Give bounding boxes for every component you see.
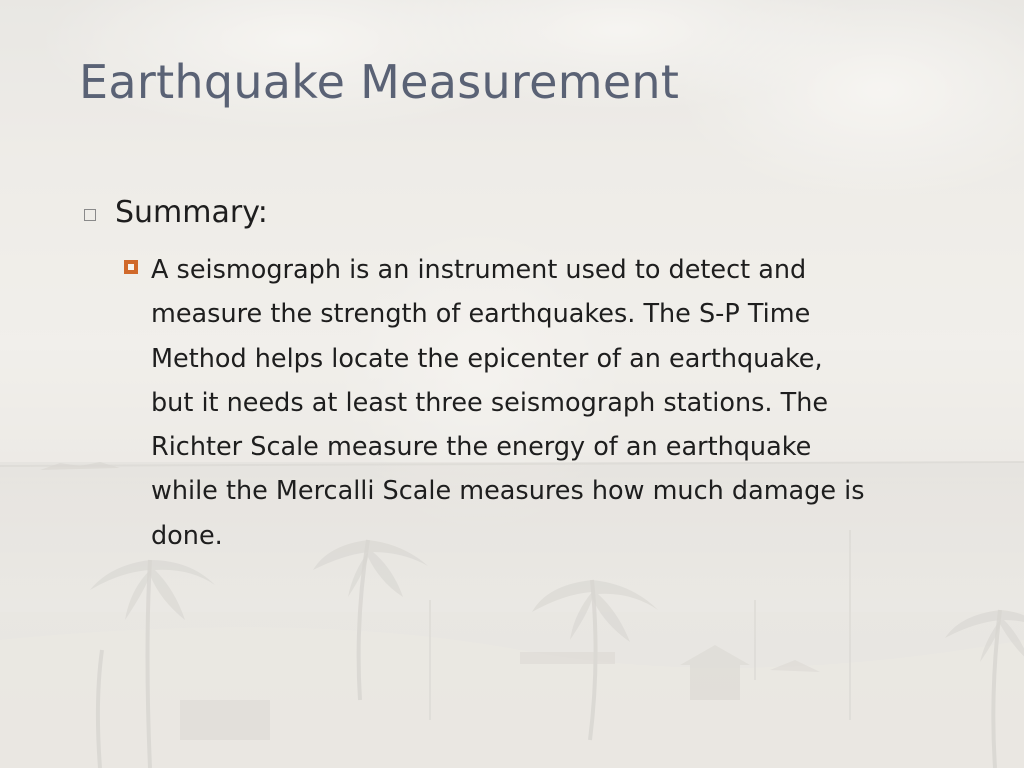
orange-square-icon <box>124 260 138 274</box>
hollow-square-icon <box>84 209 96 221</box>
slide-title: Earthquake Measurement <box>79 55 680 109</box>
sub-bullet-text: A seismograph is an instrument used to detect and measure the strength of earthquakes. The S-P Time Method helps locate the epicenter of an earthquake, but it needs at least three seismograph stations. The Richter Scale measure the energy of an earthquake while the Mercalli Scale measures how much damage is done. <box>151 255 865 551</box>
sub-bullet-summary-text <box>122 248 972 558</box>
bullet-summary-label: Summary: <box>115 195 268 230</box>
bullet-summary <box>84 194 268 232</box>
